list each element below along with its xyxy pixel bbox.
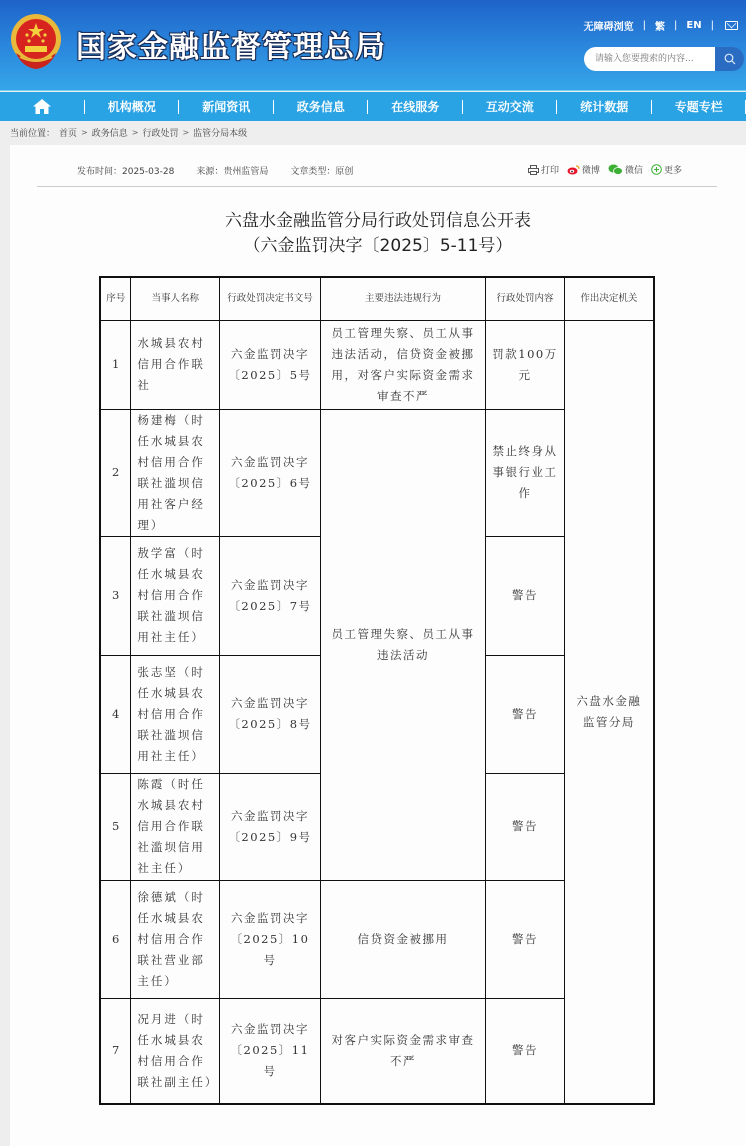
cell-party: 张志坚（时任水城县农村信用合作联社滥坝信用社主任）: [131, 655, 220, 773]
site-title: 国家金融监督管理总局: [76, 30, 386, 65]
nav-item-news[interactable]: 新闻资讯: [179, 92, 274, 121]
cell-party: 况月进（时任水城县农村信用合作联社副主任）: [131, 998, 220, 1104]
traditional-chinese-link[interactable]: 繁: [655, 22, 666, 33]
publish-time: 发布时间：2025-03-28: [77, 167, 175, 177]
cell-no: 1: [100, 320, 131, 409]
nav-item-special-topics[interactable]: 专题专栏: [652, 92, 746, 121]
article-panel: [10, 145, 746, 1146]
nav-item-statistics[interactable]: 统计数据: [557, 92, 652, 121]
header-party: 当事人名称: [131, 277, 220, 320]
separator: |: [710, 20, 714, 31]
cell-no: 7: [100, 998, 131, 1104]
cell-no: 6: [100, 880, 131, 998]
breadcrumb: [10, 126, 247, 139]
wechat-label: 微信: [625, 166, 644, 176]
penalty-table: [99, 276, 655, 1105]
accessible-browse-link[interactable]: 无障碍浏览: [583, 22, 634, 33]
main-nav: [0, 92, 746, 121]
article-title: 六盘水金融监管分局行政处罚信息公开表: [225, 211, 531, 231]
breadcrumb-separator: >: [81, 128, 88, 137]
separator: |: [674, 20, 678, 31]
cell-penalty: 警告: [486, 773, 565, 880]
wechat-share-button[interactable]: [608, 163, 643, 176]
cell-no: 5: [100, 773, 131, 880]
cell-violation: 对客户实际资金需求审查不严: [320, 998, 485, 1104]
cell-penalty: 禁止终身从事银行业工作: [486, 409, 565, 536]
breadcrumb-prefix: 当前位置：: [10, 129, 56, 139]
nav-item-interaction[interactable]: 互动交流: [463, 92, 558, 121]
cell-doc-no: 六金监罚决字〔2025〕10号: [220, 880, 321, 998]
cell-penalty: 警告: [486, 536, 565, 655]
print-icon: [528, 165, 539, 175]
article-subtitle: （六金监罚决字〔2025〕5-11号）: [243, 236, 513, 256]
nav-item-institution[interactable]: 机构概况: [85, 92, 180, 121]
cell-doc-no: 六金监罚决字〔2025〕11号: [220, 998, 321, 1104]
article-type: 文章类型：原创: [290, 167, 354, 177]
cell-party: 陈霞（时任水城县农村信用合作联社滥坝信用社主任）: [131, 773, 220, 880]
cell-violation: 信贷资金被挪用: [320, 880, 485, 998]
plus-circle-icon: [651, 164, 662, 175]
breadcrumb-government-info[interactable]: 政务信息: [91, 129, 128, 139]
mail-icon[interactable]: [725, 21, 738, 30]
cell-authority: 六盘水金融监管分局: [564, 320, 654, 1104]
national-emblem-icon: [10, 13, 62, 71]
cell-no: 3: [100, 536, 131, 655]
table-header-row: [100, 277, 654, 320]
cell-party: 敖学富（时任水城县农村信用合作联社滥坝信用社主任）: [131, 536, 220, 655]
weibo-label: 微博: [582, 166, 601, 176]
header-penalty: 行政处罚内容: [486, 277, 565, 320]
cell-doc-no: 六金监罚决字〔2025〕5号: [220, 320, 321, 409]
header-violation: 主要违法违规行为: [320, 277, 485, 320]
nav-item-online-service[interactable]: 在线服务: [368, 92, 463, 121]
print-button[interactable]: [528, 163, 559, 176]
english-link[interactable]: EN: [686, 20, 702, 31]
site-header: [0, 0, 746, 91]
top-links: [584, 18, 738, 33]
search-icon: [724, 53, 736, 65]
search-button[interactable]: [715, 47, 744, 71]
more-label: 更多: [664, 166, 683, 176]
cell-no: 2: [100, 409, 131, 536]
cell-violation: 员工管理失察、员工从事违法活动，信贷资金被挪用，对客户实际资金需求审查不严: [320, 320, 485, 409]
nav-item-government-info[interactable]: 政务信息: [274, 92, 369, 121]
search-input[interactable]: [584, 47, 715, 71]
cell-party: 水城县农村信用合作联社: [131, 320, 220, 409]
breadcrumb-penalty[interactable]: 行政处罚: [142, 129, 179, 139]
breadcrumb-home[interactable]: 首页: [59, 129, 78, 139]
header-doc-no: 行政处罚决定书文号: [220, 277, 321, 320]
wechat-icon: [608, 164, 623, 175]
cell-penalty: 警告: [486, 655, 565, 773]
weibo-share-button[interactable]: [567, 163, 600, 176]
table-row: [100, 320, 654, 409]
cell-penalty: 警告: [486, 880, 565, 998]
cell-no: 4: [100, 655, 131, 773]
home-icon: [33, 99, 51, 114]
search-box: [584, 47, 744, 71]
print-label: 打印: [541, 166, 560, 176]
cell-doc-no: 六金监罚决字〔2025〕7号: [220, 536, 321, 655]
article-meta: [77, 164, 375, 177]
cell-penalty: 警告: [486, 998, 565, 1104]
breadcrumb-branch[interactable]: 监管分局本级: [193, 129, 248, 139]
header-authority: 作出决定机关: [564, 277, 654, 320]
nav-home[interactable]: [0, 92, 85, 121]
cell-party: 徐德斌（时任水城县农村信用合作联社营业部主任）: [131, 880, 220, 998]
cell-party: 杨建梅（时任水城县农村信用合作联社滥坝信用社客户经理）: [131, 409, 220, 536]
cell-doc-no: 六金监罚决字〔2025〕8号: [220, 655, 321, 773]
article-source: 来源：贵州监管局: [196, 167, 269, 177]
breadcrumb-separator: >: [182, 128, 190, 137]
more-share-button[interactable]: [651, 163, 682, 176]
cell-doc-no: 六金监罚决字〔2025〕6号: [220, 409, 321, 536]
separator: |: [642, 20, 647, 31]
cell-doc-no: 六金监罚决字〔2025〕9号: [220, 773, 321, 880]
header-no: 序号: [100, 277, 131, 320]
breadcrumb-separator: >: [131, 128, 139, 137]
meta-divider: [37, 186, 717, 187]
cell-penalty: 罚款100万元: [486, 320, 565, 409]
share-bar: [528, 163, 690, 176]
cell-violation-merged: 员工管理失察、员工从事违法活动: [320, 409, 485, 880]
weibo-icon: [567, 165, 580, 175]
